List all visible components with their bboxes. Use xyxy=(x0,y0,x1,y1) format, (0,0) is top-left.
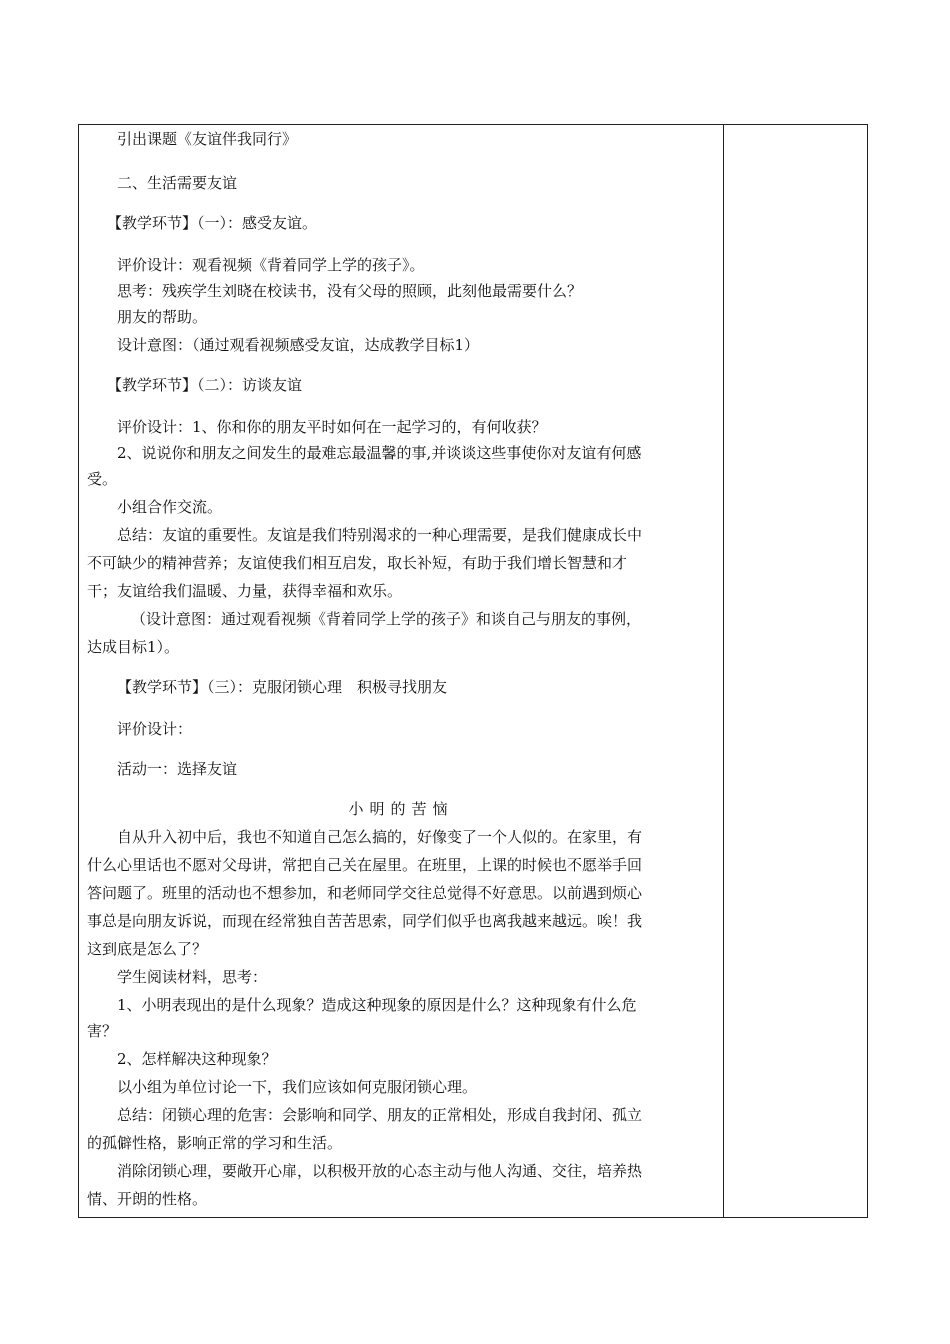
text-line: 小组合作交流。 xyxy=(117,498,223,516)
text-line: （设计意图：通过观看视频《背着同学上学的孩子》和谈自己与朋友的事例， xyxy=(131,610,642,628)
text-line: 评价设计： xyxy=(117,720,193,738)
text-line: 干；友谊给我们温暖、力量，获得幸福和欢乐。 xyxy=(87,582,403,600)
text-line: 2、说说你和朋友之间发生的最难忘最温馨的事,并谈谈这些事使你对友谊有何感 xyxy=(117,444,642,462)
teaching-step-heading: 【教学环节】（三）：克服闭锁心理 积极寻找朋友 xyxy=(117,678,448,696)
lesson-plan-table xyxy=(78,124,868,1218)
text-line: 害？ xyxy=(87,1022,118,1040)
notes-cell xyxy=(724,125,867,1217)
text-line: 总结：友谊的重要性。友谊是我们特别渴求的一种心理需要，是我们健康成长中 xyxy=(117,526,643,544)
text-line: 设计意图：（通过观看视频感受友谊，达成教学目标1） xyxy=(117,336,480,354)
text-line: 评价设计：观看视频《背着同学上学的孩子》。 xyxy=(117,256,425,274)
text-line: 以小组为单位讨论一下，我们应该如何克服闭锁心理。 xyxy=(117,1078,478,1096)
story-title: 小明的苦恼 xyxy=(348,800,454,818)
text-line: 总结：闭锁心理的危害：会影响和同学、朋友的正常相处，形成自我封闭、孤立 xyxy=(117,1106,643,1124)
text-line: 活动一：选择友谊 xyxy=(117,760,238,778)
text-line: 达成目标1）。 xyxy=(87,638,180,656)
text-line: 引出课题《友谊伴我同行》 xyxy=(117,130,298,148)
text-line: 不可缺少的精神营养；友谊使我们相互启发，取长补短，有助于我们增长智慧和才 xyxy=(87,554,628,572)
text-line: 朋友的帮助。 xyxy=(117,308,208,326)
text-line: 评价设计：1、你和你的朋友平时如何在一起学习的，有何收获？ xyxy=(117,418,547,436)
story-line: 什么心里话也不愿对父母讲，常把自己关在屋里。在班里，上课的时候也不愿举手回 xyxy=(87,856,643,874)
text-line: 1、小明表现出的是什么现象？造成这种现象的原因是什么？这种现象有什么危 xyxy=(117,996,637,1014)
text-line: 的孤僻性格，影响正常的学习和生活。 xyxy=(87,1134,343,1152)
text-line: 消除闭锁心理，要敞开心扉，以积极开放的心态主动与他人沟通、交往，培养热 xyxy=(117,1162,643,1180)
teaching-step-heading: 【教学环节】（二）：访谈友谊 xyxy=(107,376,303,394)
story-line: 这到底是怎么了？ xyxy=(87,940,208,958)
story-line: 答问题了。班里的活动也不想参加，和老师同学交往总觉得不好意思。以前遇到烦心 xyxy=(87,884,643,902)
text-line: 学生阅读材料，思考： xyxy=(117,968,268,986)
text-line: 情、开朗的性格。 xyxy=(87,1190,208,1208)
section-heading: 二、生活需要友谊 xyxy=(117,174,238,192)
teaching-step-heading: 【教学环节】（一）：感受友谊。 xyxy=(107,214,318,232)
text-line: 受。 xyxy=(87,470,118,488)
story-line: 自从升入初中后，我也不知道自己怎么搞的，好像变了一个人似的。在家里，有 xyxy=(117,828,643,846)
text-line: 思考：残疾学生刘晓在校读书，没有父母的照顾，此刻他最需要什么？ xyxy=(117,282,583,300)
story-line: 事总是向朋友诉说，而现在经常独自苦苦思索，同学们似乎也离我越来越远。唉！我 xyxy=(87,912,643,930)
text-line: 2、怎样解决这种现象？ xyxy=(117,1050,277,1068)
